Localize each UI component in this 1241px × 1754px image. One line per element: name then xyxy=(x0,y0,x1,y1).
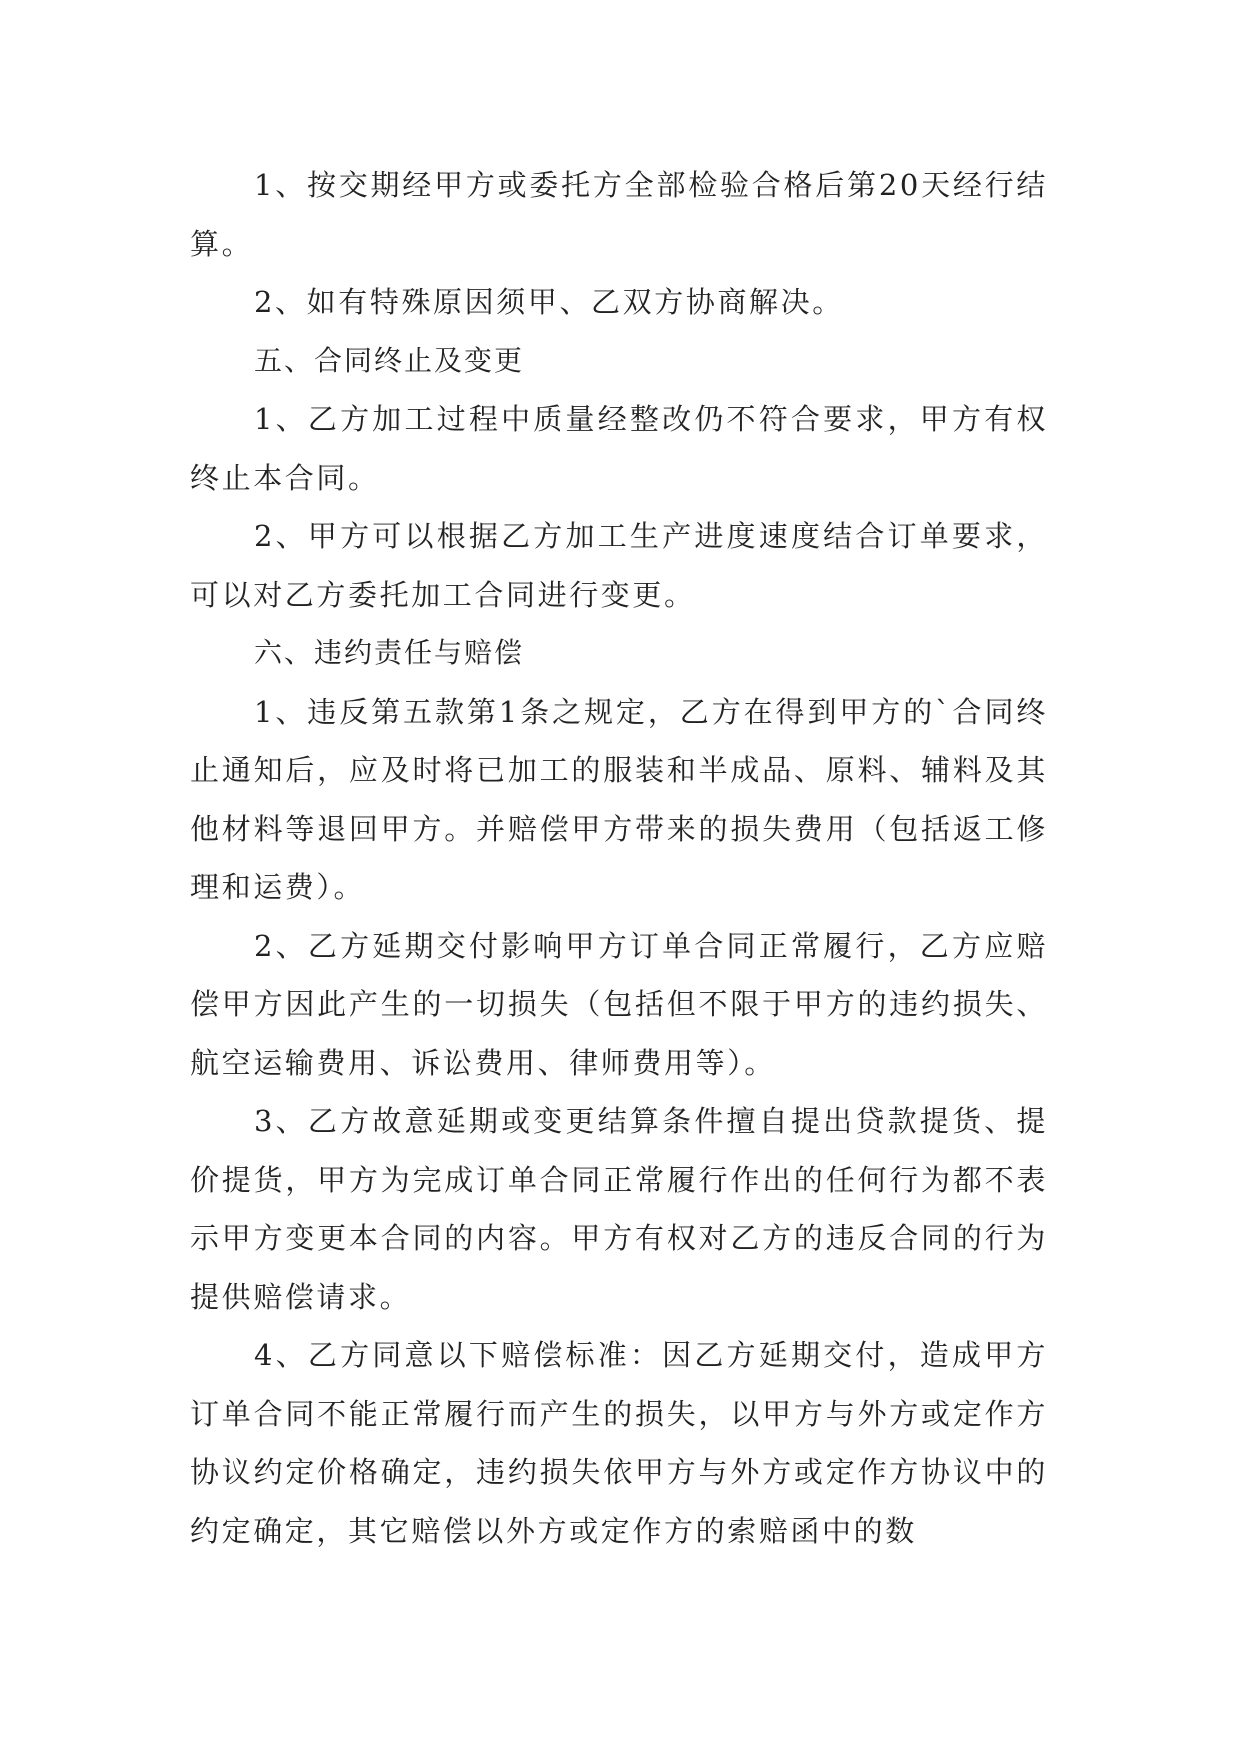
section-heading-termination: 五、合同终止及变更 xyxy=(254,343,525,377)
paragraph-termination-2: 2、甲方可以根据乙方加工生产进度速度结合订单要求，可以对乙方委托加工合同进行变更。 xyxy=(190,519,1048,612)
section-heading-liability: 六、违约责任与赔偿 xyxy=(254,636,525,669)
paragraph-settlement-2: 2、如有特殊原因须甲、乙双方协商解决。 xyxy=(254,285,844,319)
paragraph-settlement-1: 1、按交期经甲方或委托方全部检验合格后第20天经行结算。 xyxy=(190,168,1048,261)
paragraph-liability-2: 2、乙方延期交付影响甲方订单合同正常履行，乙方应赔偿甲方因此产生的一切损失（包括但不限于甲方的违约损失、航空运输费用、诉讼费用、律师费用等）。 xyxy=(190,928,1048,1080)
paragraph-termination-1: 1、乙方加工过程中质量经整改仍不符合要求，甲方有权终止本合同。 xyxy=(190,402,1048,495)
paragraph-liability-1: 1、违反第五款第1条之规定，乙方在得到甲方的`合同终止通知后，应及时将已加工的服装和半成品、原料、辅料及其他材料等退回甲方。并赔偿甲方带来的损失费用（包括返工修理和运费）。 xyxy=(190,694,1048,904)
paragraph-liability-3: 3、乙方故意延期或变更结算条件擅自提出贷款提货、提价提货，甲方为完成订单合同正常履行作出的任何行为都不表示甲方变更本合同的内容。甲方有权对乙方的违反合同的行为提供赔偿请求。 xyxy=(190,1104,1048,1314)
document-body xyxy=(190,156,1048,1560)
paragraph-liability-4: 4、乙方同意以下赔偿标准：因乙方延期交付，造成甲方订单合同不能正常履行而产生的损失，以甲方与外方或定作方协议约定价格确定，违约损失依甲方与外方或定作方协议中的约定确定，其它赔偿以外方或定作方的索赔函中的数 xyxy=(190,1338,1048,1548)
